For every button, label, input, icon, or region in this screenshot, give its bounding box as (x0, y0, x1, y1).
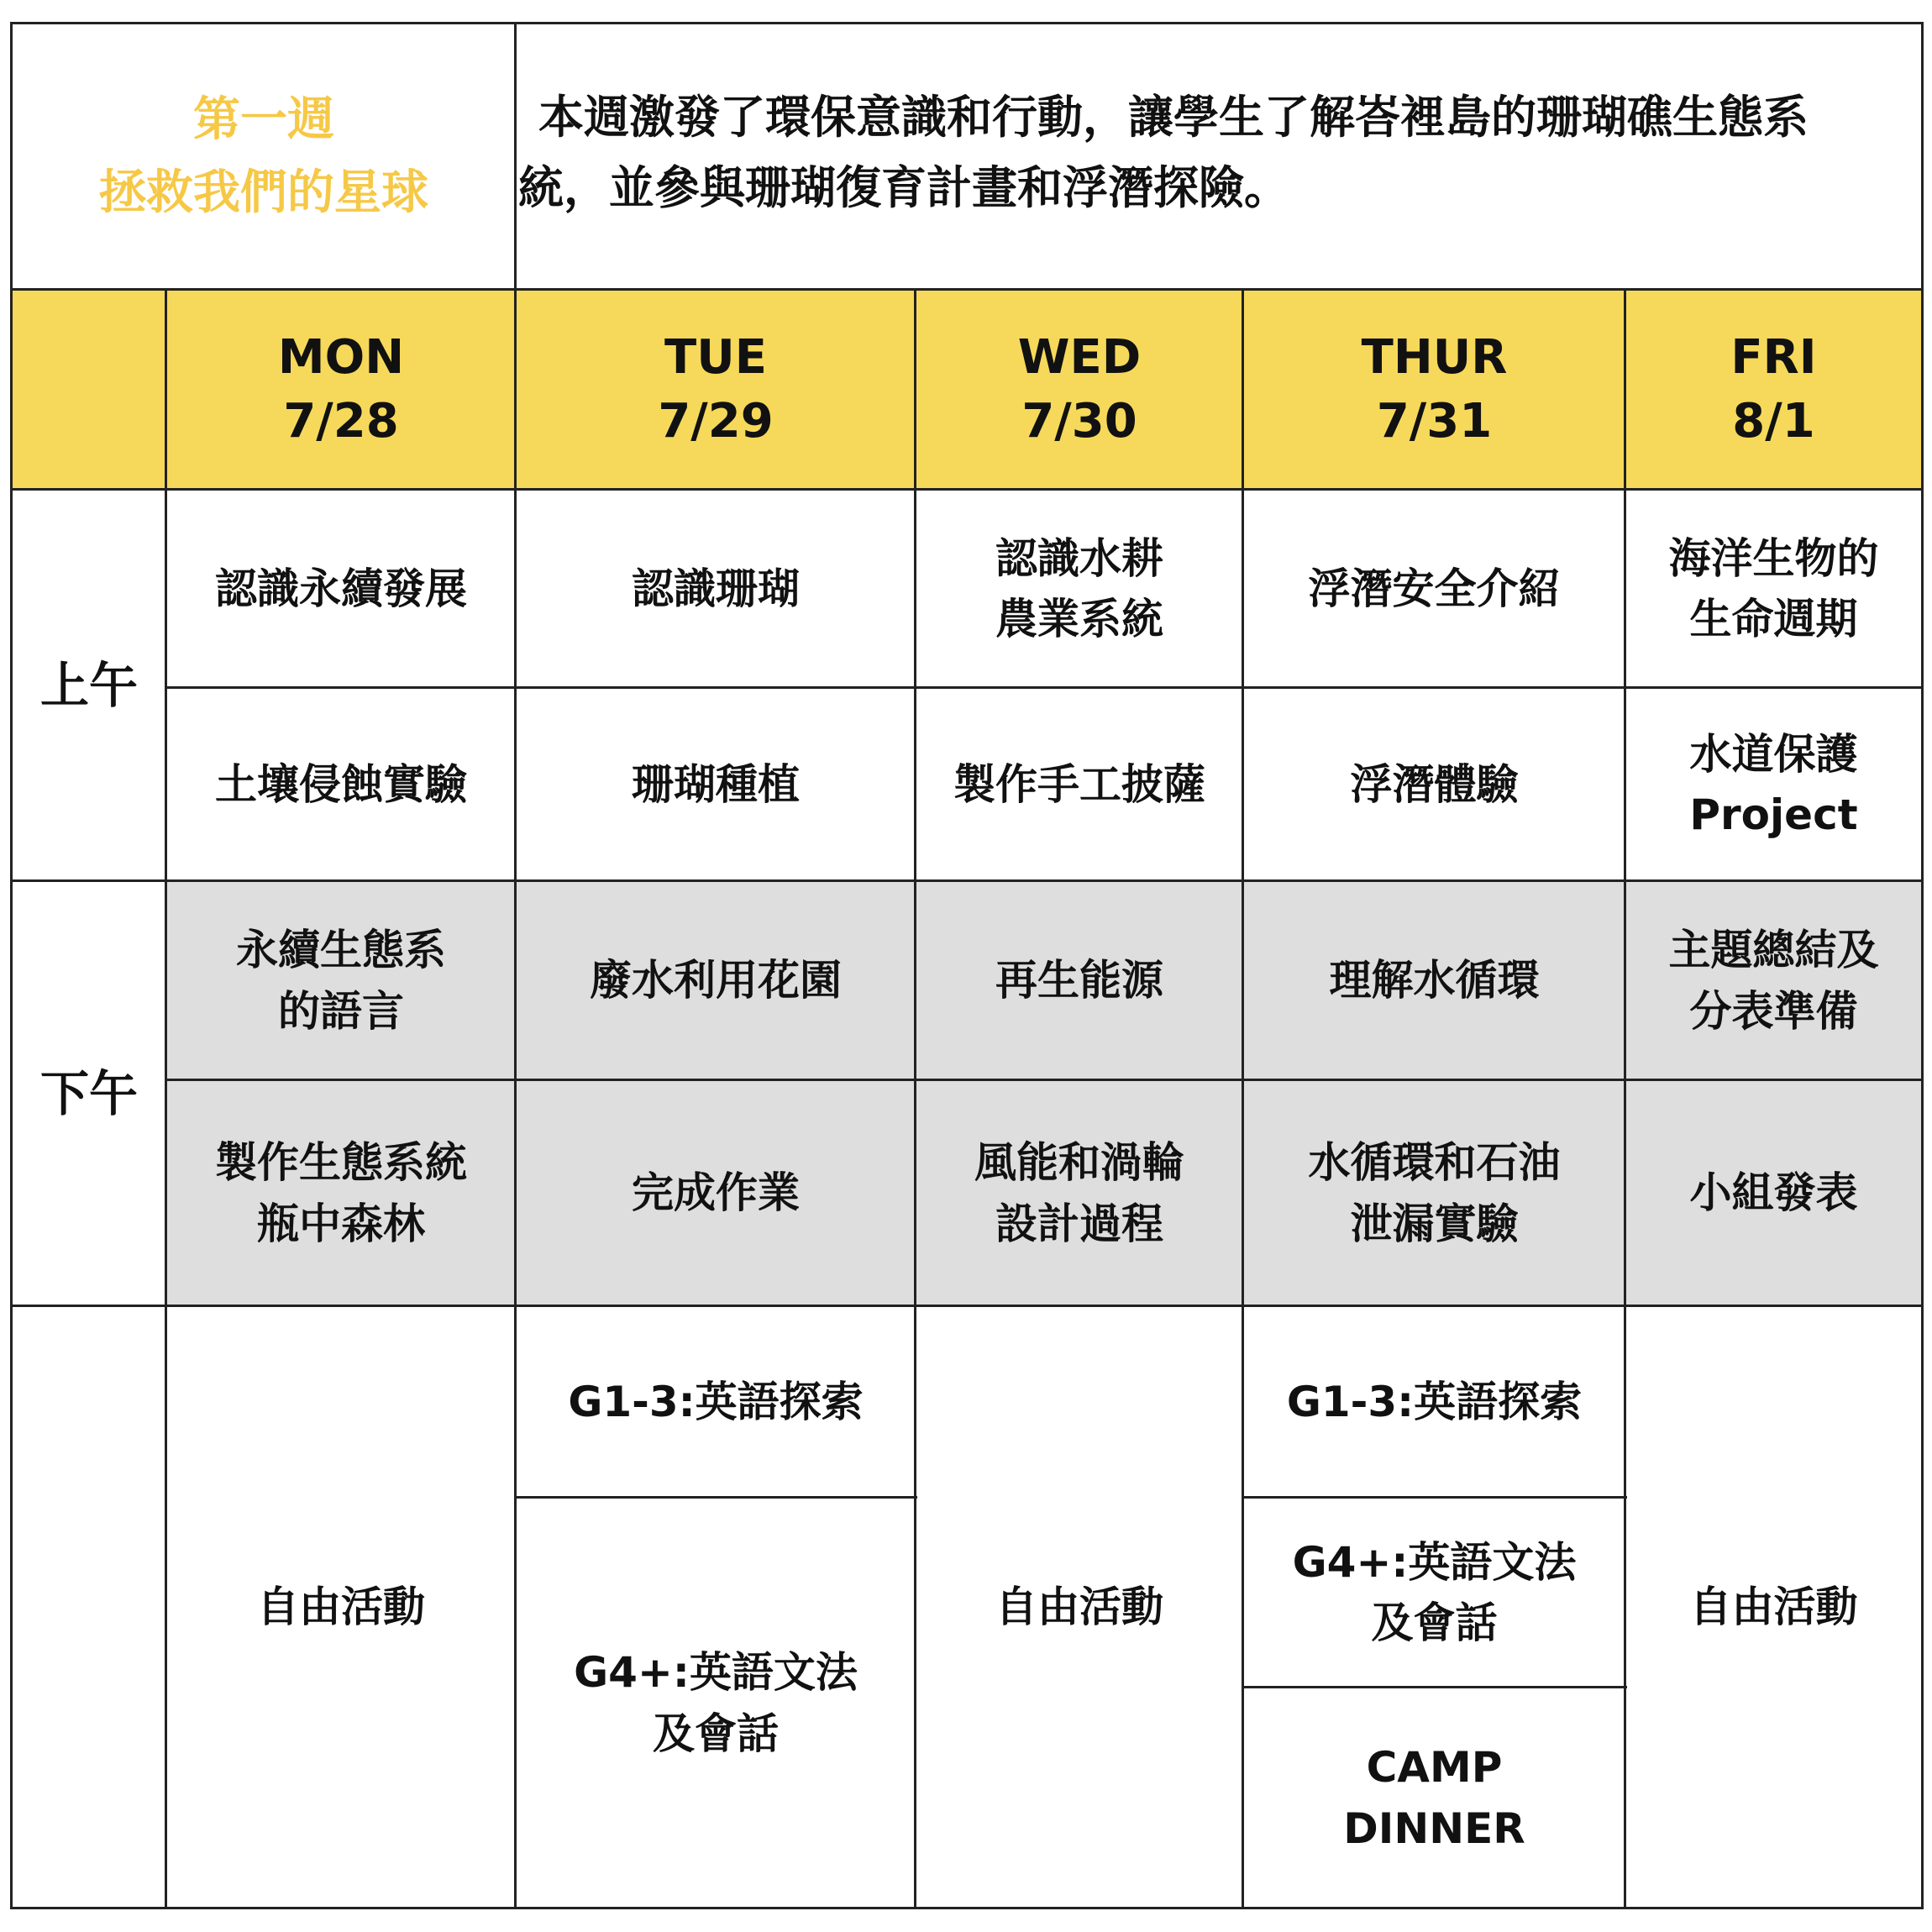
grid-line (165, 288, 167, 1909)
morning2-tue: 珊瑚種植 (632, 759, 800, 809)
morning2-wed: 製作手工披薩 (953, 759, 1205, 809)
grid-line (914, 288, 916, 1909)
morning1-thu: 浮潛安全介紹 (1308, 564, 1561, 613)
grid-line (1921, 22, 1924, 1909)
grid-line (1242, 1686, 1627, 1688)
day-header-thu (1243, 290, 1625, 490)
week-theme: 拯救我們的星球 (99, 165, 428, 220)
evening-thu-g1-3: G1-3:英語探索 (1286, 1377, 1583, 1426)
morning1-wed: 認識水耕 農業系統 (995, 533, 1163, 643)
day-name: TUE (664, 330, 767, 386)
grid-line (10, 1907, 1924, 1909)
morning1-fri: 海洋生物的 生命週期 (1668, 533, 1879, 643)
evening-fri: 自由活動 (1689, 1583, 1858, 1632)
day-header-mon (166, 290, 516, 490)
evening-tue-g4: G4+:英語文法 及會話 (574, 1648, 858, 1758)
grid-line (10, 22, 1924, 24)
afternoon2-tue: 完成作業 (632, 1168, 800, 1218)
grid-line (1242, 288, 1244, 1909)
week-number: 第一週 (193, 92, 334, 147)
grid-line (1624, 288, 1626, 1909)
day-header-tue (516, 290, 916, 490)
evening-thu-camp-dinner: CAMP DINNER (1343, 1743, 1525, 1853)
grid-line (10, 488, 1924, 491)
morning2-fri: 水道保護 Project (1689, 729, 1858, 839)
week-title (12, 24, 516, 290)
afternoon1-wed: 再生能源 (995, 956, 1163, 1005)
evening-tue-g1-3: G1-3:英語探索 (568, 1377, 864, 1426)
grid-line (1242, 1496, 1627, 1499)
afternoon2-thu: 水循環和石油 泄漏實驗 (1308, 1138, 1561, 1248)
grid-line (10, 22, 13, 1909)
morning2-mon: 土壤侵蝕實驗 (215, 759, 467, 809)
day-header-fri (1625, 290, 1922, 490)
grid-line (10, 288, 1924, 291)
evening-thu-g4: G4+:英語文法 及會話 (1292, 1537, 1577, 1647)
grid-line (10, 1305, 1924, 1307)
intro-line-1: 本週激發了環保意識和行動，讓學生了解峇裡島的珊瑚礁生態系 (538, 90, 1809, 144)
period-afternoon-label: 下午 (39, 1064, 138, 1122)
grid-line (165, 686, 1924, 689)
evening-wed: 自由活動 (995, 1583, 1163, 1632)
grid-line (165, 1079, 1924, 1081)
day-date: 8/1 (1732, 394, 1815, 449)
day-name: THUR (1361, 330, 1508, 386)
afternoon2-fri: 小組發表 (1689, 1168, 1858, 1218)
day-name: MON (277, 330, 405, 386)
morning1-mon: 認識永續發展 (215, 564, 467, 613)
morning2-thu: 浮潛體驗 (1350, 759, 1519, 809)
day-date: 7/31 (1376, 394, 1493, 449)
afternoon2-mon: 製作生態系統 瓶中森林 (215, 1138, 467, 1248)
day-date: 7/30 (1021, 394, 1137, 449)
period-morning-label: 上午 (39, 656, 138, 714)
afternoon1-tue: 廢水利用花園 (590, 956, 842, 1005)
grid-line (514, 1496, 917, 1499)
afternoon1-thu: 理解水循環 (1329, 956, 1540, 1005)
grid-line (514, 22, 517, 1909)
day-date: 7/29 (658, 394, 774, 449)
morning1-tue: 認識珊瑚 (632, 564, 800, 613)
day-header-wed (916, 290, 1243, 490)
day-date: 7/28 (283, 394, 399, 449)
intro-line-2: 統，並參與珊瑚復育計畫和浮潛探險。 (518, 160, 1289, 214)
grid-line (10, 879, 1924, 882)
week-intro (518, 24, 1921, 290)
afternoon1-mon: 永續生態系 的語言 (236, 926, 446, 1036)
afternoon2-wed: 風能和渦輪 設計過程 (974, 1138, 1184, 1248)
day-name: FRI (1730, 330, 1817, 386)
evening-mon: 自由活動 (257, 1583, 425, 1632)
afternoon1-fri: 主題總結及 分表準備 (1668, 926, 1879, 1036)
day-name: WED (1017, 330, 1142, 386)
